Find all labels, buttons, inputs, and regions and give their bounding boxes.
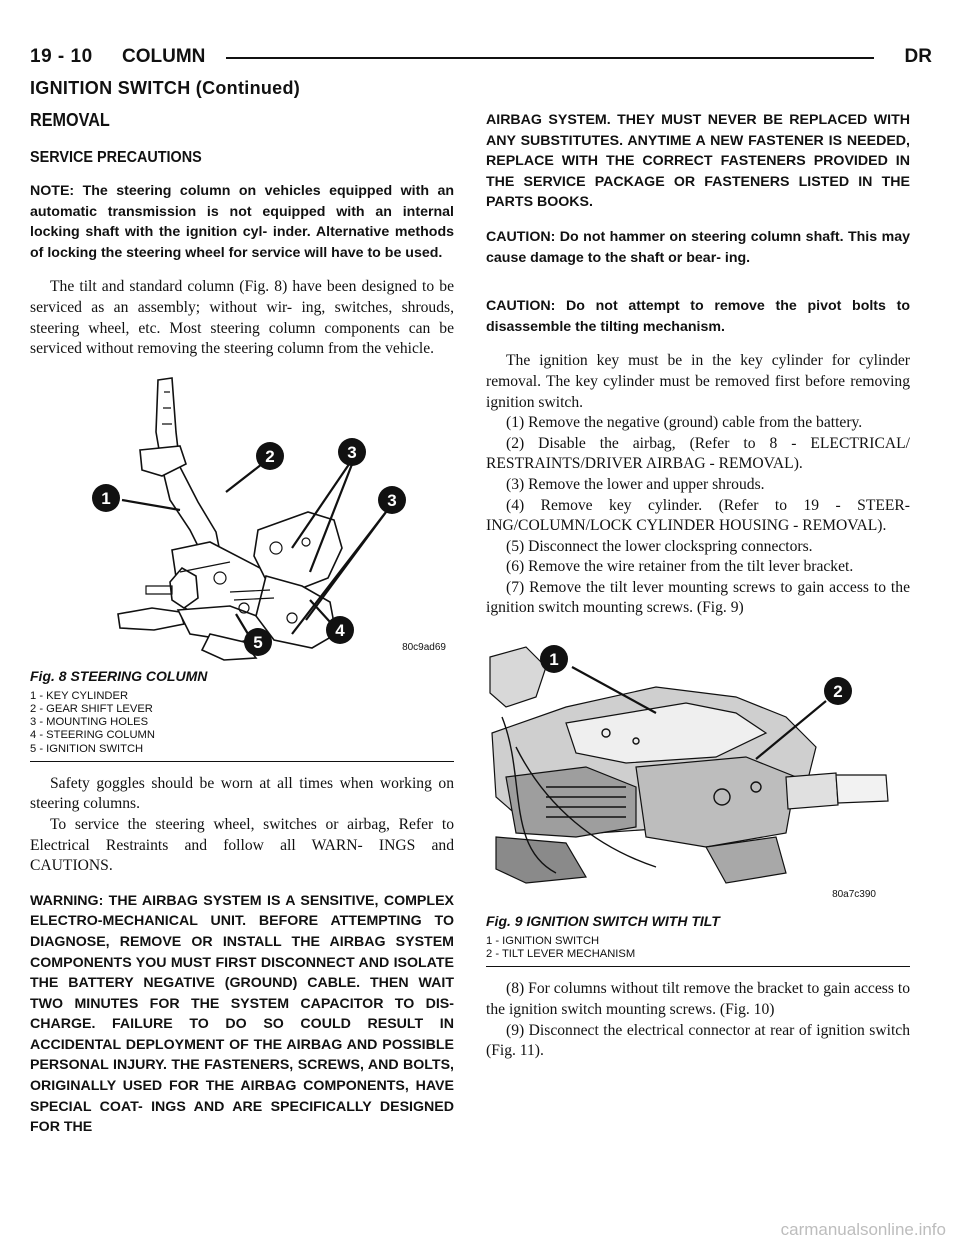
callout-2: 2 xyxy=(265,446,275,466)
step-4: (4) Remove key cylinder. (Refer to 19 - STEER- ING/COLUMN/LOCK CYLINDER HOUSING - REMOVAL). xyxy=(486,496,910,535)
ignition-key-intro: The ignition key must be in the key cylinder for cylinder removal. The key cylinder must be removed first before removing ignition switch. xyxy=(486,352,910,411)
body-paragraph: The tilt and standard column (Fig. 8) have been designed to be serviced as an assembly; without wir- ing, switches, shrouds, steering wheel, etc. Most steering column components can be serviced without removing the steering column from the vehicle. xyxy=(30,278,454,358)
warning-paragraph: WARNING: THE AIRBAG SYSTEM IS A SENSITIVE, COMPLEX ELECTRO-MECHANICAL UNIT. BEFORE ATTEMPTING TO DIAGNOSE, REMOVE OR INSTALL THE AIRBAG SYSTEM COMPONENTS YOU MUST FIRST DISCONNECT AND ISOLATE THE BATTERY NEGATIVE (GROUND) CABLE. THEN WAIT TWO MINUTES FOR THE SYSTEM CAPACITOR TO DIS- CHARGE. FAILURE TO DO SO COULD RESULT IN ACCIDENTAL DEPLOYMENT OF THE AIRBAG AND POSSIBLE PERSONAL INJURY. THE FASTENERS, SCREWS, AND BOLTS, ORIGINALLY USED FOR THE AIRBAG COMPONENTS, HAVE SPECIAL COAT- INGS AND ARE SPECIFICALLY DESIGNED FOR THE xyxy=(30,892,454,1136)
note-paragraph: NOTE: The steering column on vehicles equipped with an automatic transmission is not equipped with an internal locking shaft with the ignition cyl- inder. Alternative methods of locking the steering wheel for service will have to be used. xyxy=(30,183,454,261)
warning-continued-paragraph: AIRBAG SYSTEM. THEY MUST NEVER BE REPLACED WITH ANY SUBSTITUTES. ANYTIME A NEW FASTENER IS NEEDED, REPLACE WITH THE CORRECT FASTENERS PROVIDED IN THE SERVICE PACKAGE OR FASTENERS LISTED IN THE PARTS BOOKS. xyxy=(486,112,910,211)
caution-pivot-bolts-paragraph: CAUTION: Do not attempt to remove the pivot bolts to disassemble the tilting mechanism. xyxy=(486,298,910,335)
legend-item: 1 - KEY CYLINDER xyxy=(30,689,129,702)
step-3: (3) Remove the lower and upper shrouds. xyxy=(506,475,765,493)
safety-goggles-paragraph: Safety goggles should be worn at all times when working on steering columns. xyxy=(30,774,454,813)
figure-9 xyxy=(486,637,910,909)
step-1: (1) Remove the negative (ground) cable from the battery. xyxy=(506,414,863,432)
ignition-switch-tilt-illustration xyxy=(486,637,910,909)
step-2: (2) Disable the airbag, (Refer to 8 - ELECTRICAL/ RESTRAINTS/DRIVER AIRBAG - REMOVAL). xyxy=(486,434,910,473)
figure-9-legend xyxy=(486,935,910,967)
step-5: (5) Disconnect the lower clockspring connectors. xyxy=(506,537,813,555)
figure-tag: 80a7c390 xyxy=(832,889,876,901)
right-column xyxy=(486,110,910,1062)
steering-column-illustration xyxy=(30,372,454,664)
header-rule xyxy=(226,57,874,59)
legend-item: 2 - TILT LEVER MECHANISM xyxy=(486,948,636,961)
figure-8-legend xyxy=(30,690,454,762)
figure-8 xyxy=(30,372,454,664)
removal-heading: REMOVAL xyxy=(30,110,110,130)
callout-2: 2 xyxy=(833,682,843,702)
legend-item: 5 - IGNITION SWITCH xyxy=(30,742,144,755)
page-header xyxy=(30,44,932,74)
watermark: carmanualsonline.info xyxy=(780,1220,946,1239)
callout-3b: 3 xyxy=(387,490,397,510)
caution-hammer-paragraph: CAUTION: Do not hammer on steering column shaft. This may cause damage to the shaft or bear- ing. xyxy=(486,228,910,266)
step-8: (8) For columns without tilt remove the bracket to gain access to the ignition switch mounting screws. (Fig. 10) xyxy=(486,980,910,1019)
callout-4: 4 xyxy=(335,620,345,640)
step-9: (9) Disconnect the electrical connector at rear of ignition switch (Fig. 11). xyxy=(486,1021,910,1060)
figure-8-caption: Fig. 8 STEERING COLUMN xyxy=(30,667,208,684)
page-number: 19 - 10 xyxy=(30,46,93,67)
continued-heading: IGNITION SWITCH (Continued) xyxy=(30,78,301,98)
model-code: DR xyxy=(904,46,932,67)
legend-item: 4 - STEERING COLUMN xyxy=(30,729,155,742)
service-wheel-paragraph: To service the steering wheel, switches or airbag, Refer to Electrical Restraints and follow all WARN- INGS and CAUTIONS. xyxy=(30,815,454,875)
legend-item: 2 - GEAR SHIFT LEVER xyxy=(30,702,153,715)
figure-9-caption: Fig. 9 IGNITION SWITCH WITH TILT xyxy=(486,913,720,930)
callout-1: 1 xyxy=(101,488,111,508)
left-column xyxy=(30,110,454,1152)
legend-item: 1 - IGNITION SWITCH xyxy=(486,935,600,948)
legend-item: 3 - MOUNTING HOLES xyxy=(30,716,149,729)
section-title: COLUMN xyxy=(122,46,206,67)
step-7: (7) Remove the tilt lever mounting screws to gain access to the ignition switch mounting screws. (Fig. 9) xyxy=(486,578,910,617)
callout-5: 5 xyxy=(253,632,263,652)
callout-1: 1 xyxy=(549,650,559,670)
service-precautions-heading: SERVICE PRECAUTIONS xyxy=(30,149,202,166)
callout-3a: 3 xyxy=(347,442,357,462)
step-6: (6) Remove the wire retainer from the tilt lever bracket. xyxy=(506,558,854,576)
figure-tag: 80c9ad69 xyxy=(402,641,446,653)
